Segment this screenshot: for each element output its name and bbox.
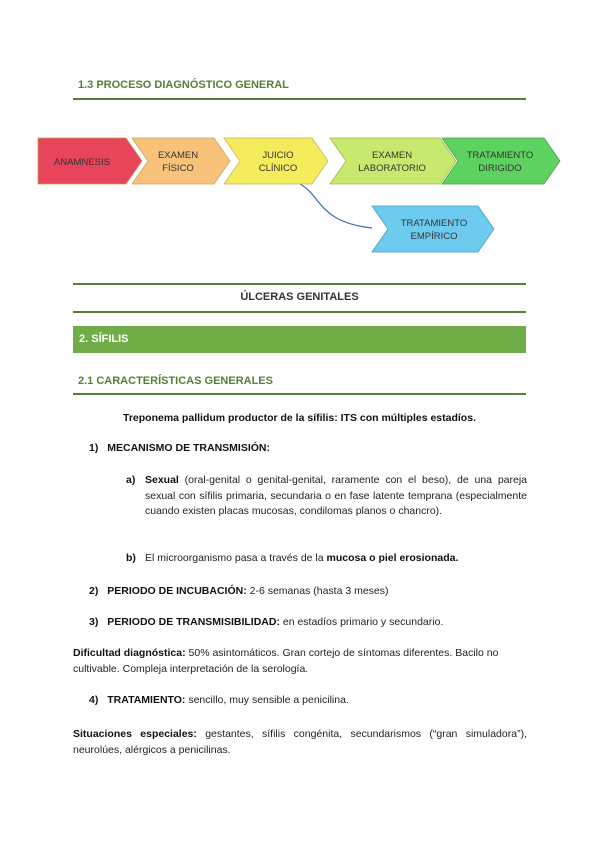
sifilis-header-bar (73, 326, 526, 353)
svg-text:CLÍNICO: CLÍNICO (258, 163, 298, 174)
item-4: 4) TRATAMIENTO: sencillo, muy sensible a penicilina. (89, 694, 349, 706)
item-b-text: El microorganismo pasa a través de la mucosa o piel erosionada. (145, 552, 459, 564)
svg-text:EXAMEN: EXAMEN (157, 150, 199, 161)
svg-text:EMPÍRICO: EMPÍRICO (410, 231, 458, 242)
flow-step-examen-fisico (132, 138, 230, 184)
step-label: ANAMNESIS (54, 157, 110, 168)
dificultad-diagnostica: Dificultad diagnóstica: 50% asintomáticos. Gran cortejo de síntomas diferentes. Bacilo no cultivable. Compleja interpretación de la serología. (73, 647, 499, 675)
svg-text:DIRIGIDO: DIRIGIDO (478, 163, 522, 174)
ulceras-title: ÚLCERAS GENITALES (240, 291, 359, 303)
item-b-label: b) (126, 552, 136, 564)
flow-step-examen-laboratorio (330, 138, 456, 184)
situaciones-especiales: Situaciones especiales: gestantes, sífilis congénita, secundarismos (“gran simuladora”), neurolúes, alérgicos a penicilinas. (73, 728, 527, 756)
intro-text: Treponema pallidum productor de la sífilis: ITS con múltiples estadíos. (123, 412, 476, 424)
flow-step-juicio-clinico (224, 138, 328, 184)
flow-step-tratamiento-dirigido (442, 138, 560, 184)
flow-step-tratamiento-empirico (372, 206, 494, 252)
flow-step-anamnesis (38, 138, 142, 184)
section-title: 1.3 PROCESO DIAGNÓSTICO GENERAL (78, 79, 289, 91)
diagnostic-flow-diagram (0, 0, 600, 270)
item-a-text: Sexual (oral-genital o genital-genital, raramente con el beso), de una pareja sexual con sífilis primaria, secundaria o en fase latente temprana (especialmente cuando existen placas mucosas, condilomas planos o chancro). (145, 474, 528, 517)
svg-text:LABORATORIO: LABORATORIO (358, 163, 426, 174)
svg-text:JUICIO: JUICIO (262, 150, 294, 161)
flow-connector (300, 184, 372, 228)
divider-top (73, 283, 526, 285)
item-1: 1) MECANISMO DE TRANSMISIÓN: (89, 442, 271, 454)
item-2: 2) PERIODO DE INCUBACIÓN: 2-6 semanas (hasta 3 meses) (89, 585, 389, 597)
svg-text:TRATAMIENTO: TRATAMIENTO (466, 150, 534, 161)
caracteristicas-divider (73, 393, 526, 395)
svg-text:FÍSICO: FÍSICO (162, 163, 194, 174)
caracteristicas-title: 2.1 CARACTERÍSTICAS GENERALES (78, 375, 273, 387)
divider-bottom (73, 311, 526, 313)
svg-text:EXAMEN: EXAMEN (371, 150, 413, 161)
svg-text:TRATAMIENTO: TRATAMIENTO (400, 218, 468, 229)
sifilis-header: 2. SÍFILIS (79, 333, 129, 345)
item-3: 3) PERIODO DE TRANSMISIBILIDAD: en estadíos primario y secundario. (89, 616, 444, 628)
item-a-label: a) (126, 474, 136, 486)
